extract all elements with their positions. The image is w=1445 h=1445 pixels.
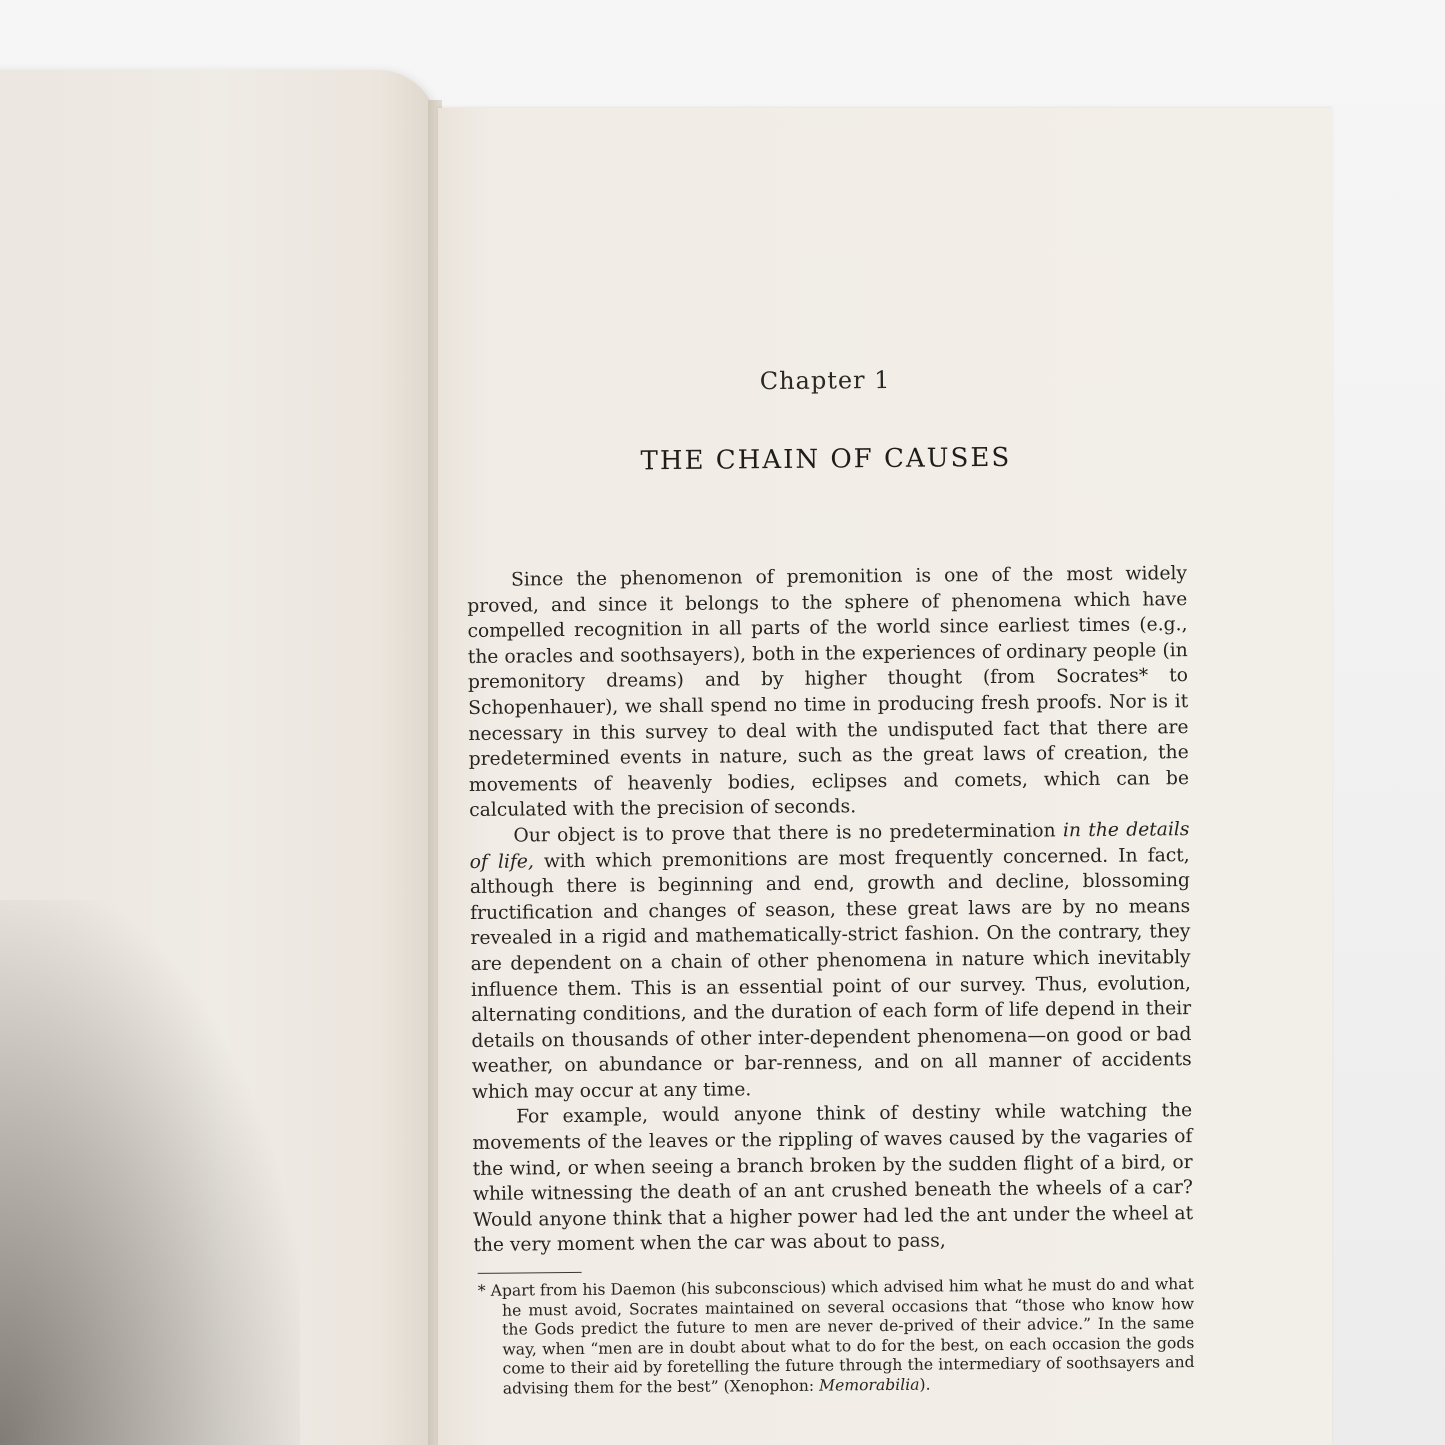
footnote-divider (478, 1272, 582, 1274)
paragraph-2-text-b: with which premonitions are most frequently concerned. In fact, although there is beginning and end, growth and decline, blossoming fructification and changes of season, these great laws are by no means revealed in a rigid and mathematically-strict fashion. On the contrary, they are dependent on a chain of other phenomena in nature which inevitably influence them. This is an essential point of our survey. Thus, evolution, alternating conditions, and the duration of each form of life depend in their details on thousands of other inter-dependent phenomena—on good or bad weather, on abundance or bar-renness, and on all manner of accidents which may occur at any time. (469, 844, 1192, 1103)
paragraph-3: For example, would anyone think of destiny while watching the movements of the leaves or the rippling of waves caused by the vagaries of the wind, or when seeing a branch broken by the sudden flight of a bird, or while witnessing the death of an ant crushed beneath the wheels of a car? Would anyone think that a higher power had led the ant under the wheel at the very moment when the car was about to pass, (472, 1100, 1194, 1257)
page-text (465, 363, 1195, 1399)
page-shadow (0, 900, 300, 1445)
paragraph-1: Since the phenomenon of premonition is one of the most widely proved, and since it belongs to the sphere of phenomena which have compelled recognition in all parts of the world since earliest times (e.g., the oracles and soothsayers), both in the experiences of ordinary people (in premonitory dreams) and by higher thought (from Socrates* to Schopenhauer), we shall spend no time in producing fresh proofs. Nor is it necessary in this survey to deal with the undisputed fact that there are predetermined events in nature, such as the great laws of creation, the movements of heavenly bodies, eclipses and comets, which can be calculated with the precision of seconds. (467, 563, 1190, 822)
paragraph-2-emphasis: in the details of life, (469, 819, 1190, 873)
footnote-emphasis: Memorabilia (819, 1375, 920, 1395)
paragraph-2-text-a: Our object is to prove that there is no predetermination (513, 820, 1064, 847)
chapter-title: THE CHAIN OF CAUSES (640, 442, 1012, 477)
body-text (467, 561, 1194, 1259)
footnote-text-b: ). (919, 1375, 931, 1394)
footnote-text-a: * Apart from his Daemon (his subconscious) which advised him what he must do and what he must avoid, Socrates maintained on several occasions that “those who know how the Gods predict the future to men are never de-prived of their advice.” In the same way, when “men are in doubt about what to do for the best, on each occasion the gods come to their aid by foretelling the future through the intermediary of soothsayers and advising them for the best” (Xenophon: (477, 1275, 1195, 1398)
footnote (474, 1275, 1195, 1399)
paragraph-2 (469, 817, 1192, 1105)
chapter-label: Chapter 1 (759, 365, 891, 396)
